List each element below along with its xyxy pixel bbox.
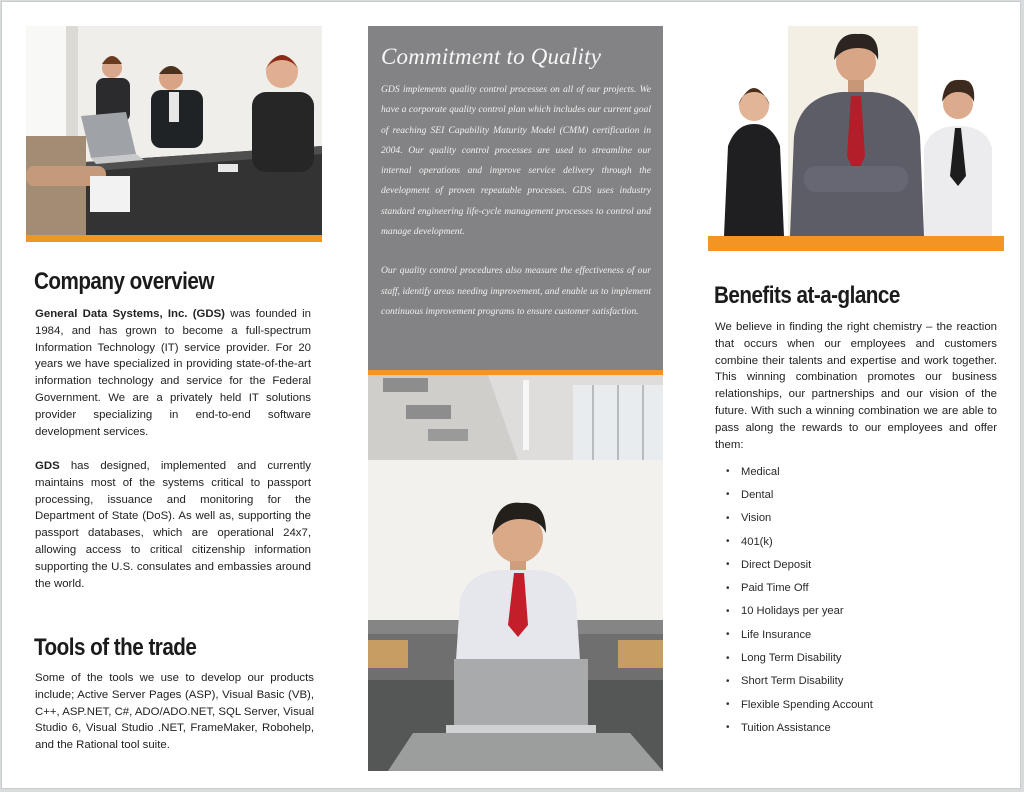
team-photo xyxy=(708,26,1004,236)
bullet-icon: • xyxy=(726,559,730,571)
company-name: General Data Systems, Inc. (GDS) xyxy=(35,308,225,320)
meeting-photo-illustration xyxy=(26,26,322,236)
benefit-item: • Direct Deposit xyxy=(726,558,812,571)
tools-paragraph: Some of the tools we use to develop our products include; Active Server Pages (ASP), Visual Basic (VB), C++, ASP.NET, C#, ADO/ADO.NET, SQL Server, Visual Studio 6, Visual Studio .NET, FrameMaker, Robohelp, and the Rational tool suite. xyxy=(35,672,314,752)
company-overview-heading: Company overview xyxy=(34,268,214,295)
bullet-icon: • xyxy=(726,605,730,617)
tools-heading: Tools of the trade xyxy=(34,634,197,661)
company-abbreviation: GDS xyxy=(35,460,60,472)
meeting-photo xyxy=(26,26,322,236)
bullet-icon: • xyxy=(726,512,730,524)
benefit-item: • Vision xyxy=(726,512,772,525)
quality-paragraph-1: GDS implements quality control processes on all of our projects. We have a corporate quality control plan which includes our current goal of reaching SEI Capability Maturity Model (CMM) certification in 2004. Our quality control processes are used to streamline our internal operations and improve service delivery through the development of proven repeatable processes. GDS uses industry standard engineering life-cycle management processes to control and manage development. xyxy=(381,84,651,238)
benefit-item: • Long Term Disability xyxy=(726,652,842,665)
benefits-heading: Benefits at-a-glance xyxy=(714,282,900,309)
bullet-icon: • xyxy=(726,466,730,478)
benefit-item: • Dental xyxy=(726,488,774,501)
brochure-page xyxy=(1,1,1021,789)
benefit-item: • Tuition Assistance xyxy=(726,721,831,734)
bullet-icon: • xyxy=(726,489,730,501)
benefit-item: • 10 Holidays per year xyxy=(726,605,844,618)
benefit-item: • Life Insurance xyxy=(726,628,812,641)
benefit-item: • Flexible Spending Account xyxy=(726,698,873,711)
quality-panel xyxy=(368,26,663,370)
team-photo-accent-bar xyxy=(708,236,1004,251)
team-photo-illustration xyxy=(708,26,1004,236)
quality-heading: Commitment to Quality xyxy=(381,44,602,69)
bullet-icon: • xyxy=(726,652,730,664)
laptop-worker-photo xyxy=(368,375,663,771)
meeting-photo-accent-bar xyxy=(26,235,322,242)
benefit-item: • Medical xyxy=(726,465,780,478)
benefit-item: • Paid Time Off xyxy=(726,582,809,595)
benefits-list xyxy=(726,460,873,740)
bullet-icon: • xyxy=(726,629,730,641)
benefit-item: • 401(k) xyxy=(726,535,773,548)
bullet-icon: • xyxy=(726,582,730,594)
bullet-icon: • xyxy=(726,722,730,734)
bullet-icon: • xyxy=(726,536,730,548)
benefits-intro: We believe in finding the right chemistry – the reaction that occurs when our employees and customers combine their talents and expertise and work together. This winning combination promotes our business relationships, our partnerships and our vision of the future. With such a winning combination we are able to pass along the rewards to our employees and offer them: xyxy=(715,321,997,451)
bullet-icon: • xyxy=(726,699,730,711)
laptop-worker-photo-illustration xyxy=(368,375,663,771)
quality-paragraph-2: Our quality control procedures also measure the effectiveness of our staff, identify areas needing improvement, and enable us to implement continuous improvement programs to ensure customer satisfaction. xyxy=(381,265,651,317)
company-overview-paragraph-2: GDS has designed, implemented and currently maintains most of the systems critical to passport processing, issuance and monitoring for the Department of State (DoS). As well as, supporting the passport databases, which are operational 24x7, allowing access to critical citizenship information supporting the U.S. consulates and embassies around the world. xyxy=(35,460,311,590)
company-overview-paragraph-1: General Data Systems, Inc. (GDS) was founded in 1984, and has grown to become a full-spectrum Information Technology (IT) service provider. For 20 years we have specialized in providing state-of-the-art information technology and service for the Federal Government. We are a privately held IT solutions provider specializing in end-to-end software development services. xyxy=(35,308,311,438)
benefit-item: • Short Term Disability xyxy=(726,675,844,688)
bullet-icon: • xyxy=(726,675,730,687)
